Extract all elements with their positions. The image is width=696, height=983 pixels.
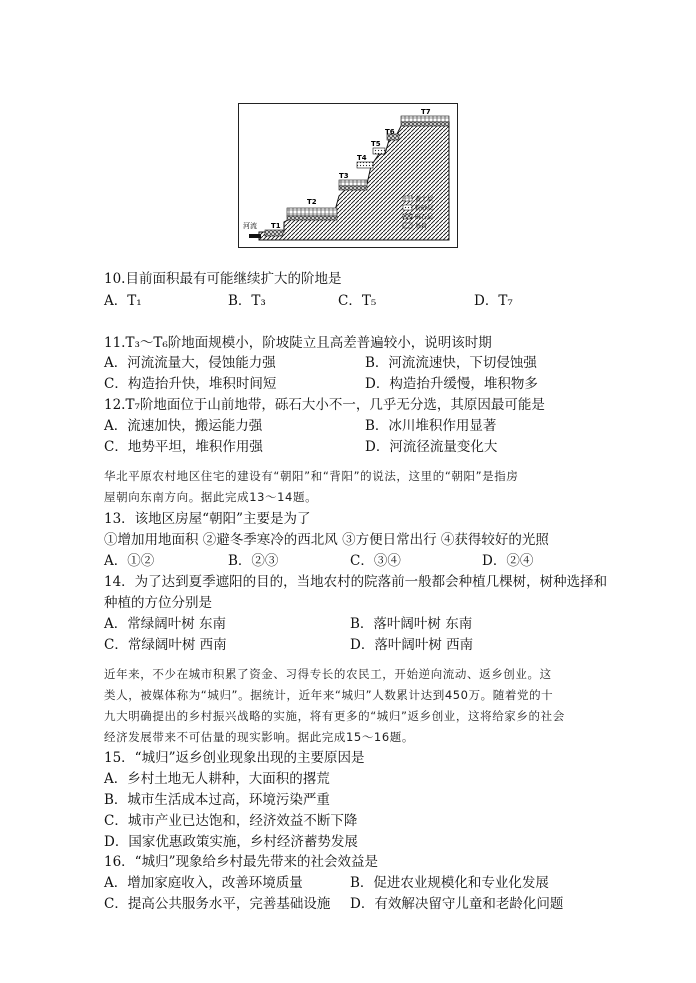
q14-option-b: B．落叶阔叶树 东南 [350,616,473,632]
terrace-label-t6: T6 [385,128,395,136]
q12-option-b: B．冰川堆积作用显著 [365,418,497,434]
terrace-t2-gravel [287,216,337,220]
q11-option-b: B．河流流速快，下切侵蚀强 [365,355,537,371]
q12-stem: 12.T₇阶地面位于山前地带，砾石大小不一，几乎无分选，其原因最可能是 [104,397,545,413]
passage2-line-3: 九大明确提出的乡村振兴战略的实施，将有更多的“城归”返乡创业，这将给家乡的社会 [104,709,565,723]
terrace-label-t7: T7 [421,108,431,116]
river-label: 河流 [243,222,257,230]
q13-option-b: B．②③ [228,553,279,569]
q10-option-a: A．T₁ [104,293,142,309]
terrace-figure [238,103,458,248]
q12-option-d: D．河流径流量变化大 [365,439,498,455]
q15-option-b: B．城市生活成本过高，环境污染严重 [104,792,330,808]
q16-option-b: B．促进农业规模化和专业化发展 [350,875,549,891]
passage1-line-1: 华北平原农村地区住宅的建设有“朝阳”和“背阳”的说法，这里的“朝阳”是指房 [104,469,519,483]
terrace-t7-gravel [401,122,449,126]
q11-stem: 11.T₃～T₆阶地面规模小，阶坡陡立且高差普遍较小，说明该时期 [104,335,492,351]
legend-loess: 黄土层 [415,196,434,203]
terrace-label-t1: T1 [271,222,281,230]
q10-option-c: C．T₅ [338,293,377,309]
q15-option-d: D．国家优惠政策实施，乡村经济蓄势发展 [104,834,358,850]
q13-option-a: A．①② [104,553,155,569]
q13-option-d: D．②④ [482,553,534,569]
legend-silt: 粉砂层 [415,205,434,212]
q16-option-d: D．有效解决留守儿童和老龄化问题 [350,896,564,912]
passage2-line-1: 近年来，不少在城市积累了资金、习得专长的农民工，开始逆向流动、返乡创业。这 [104,667,552,681]
terrace-t1-deposit [265,230,283,236]
q11-option-c: C．构造抬升快，堆积时间短 [104,376,277,392]
terrace-profile-diagram [239,104,456,246]
q13-stem: 13．该地区房屋“朝阳”主要是为了 [104,511,311,527]
terrace-t3-deposit [339,180,367,186]
q15-stem: 15．“城归”返乡创业现象出现的主要原因是 [104,750,365,766]
terrace-t2-deposit [287,208,337,216]
q16-option-a: A．增加家庭收入，改善环境质量 [104,875,303,891]
terrace-t5-deposit [373,148,385,154]
passage2-line-2: 类人，被媒体称为“城归”。据统计，近年来“城归”人数累计达到450万。随着党的十 [104,688,554,702]
river-water [249,234,261,238]
q11-option-d: D．构造抬升缓慢，堆积物多 [365,376,538,392]
q13-choices: ①增加用地面积 ②避冬季寒冷的西北风 ③方便日常出行 ④获得较好的光照 [104,532,549,548]
q10-stem: 10.目前面积最有可能继续扩大的阶地是 [104,271,342,287]
terrace-label-t5: T5 [371,140,381,148]
terrace-label-t3: T3 [339,172,349,180]
q14-stem-line-1: 14．为了达到夏季遮阳的目的，当地农村的院落前一般都会种植几棵树，树种选择和 [104,574,608,590]
q14-option-c: C．常绿阔叶树 西南 [104,637,227,653]
q16-option-c: C．提高公共服务水平，完善基础设施 [104,896,331,912]
q15-option-a: A．乡村土地无人耕种，大面积的撂荒 [104,771,330,787]
q14-option-a: A．常绿阔叶树 东南 [104,616,227,632]
legend-gravel: 砾石层 [415,214,434,221]
terrace-t3-gravel [339,186,367,190]
q15-option-c: C．城市产业已达饱和，经济效益不断下降 [104,813,358,829]
legend-bedrock: 基岩 [415,223,428,230]
q13-option-c: C．③④ [350,553,401,569]
passage1-line-2: 屋朝向东南方向。据此完成13～14题。 [104,490,318,504]
terrace-label-t4: T4 [357,154,367,162]
passage2-line-4: 经济发展带来不可估量的现实影响。据此完成15～16题。 [104,730,414,744]
terrace-t7-deposit [401,116,449,122]
q11-option-a: A．河流流量大，侵蚀能力强 [104,355,276,371]
q14-option-d: D．落叶阔叶树 西南 [350,637,474,653]
q12-option-c: C．地势平坦，堆积作用强 [104,439,263,455]
q12-option-a: A．流速加快，搬运能力强 [104,418,263,434]
q10-option-d: D．T₇ [474,293,513,309]
terrace-t4-deposit [357,162,373,168]
terrace-label-t2: T2 [307,198,317,206]
q16-stem: 16．“城归”现象给乡村最先带来的社会效益是 [104,854,378,870]
q14-stem-line-2: 种植的方位分别是 [104,595,212,611]
q10-option-b: B．T₃ [228,293,266,309]
